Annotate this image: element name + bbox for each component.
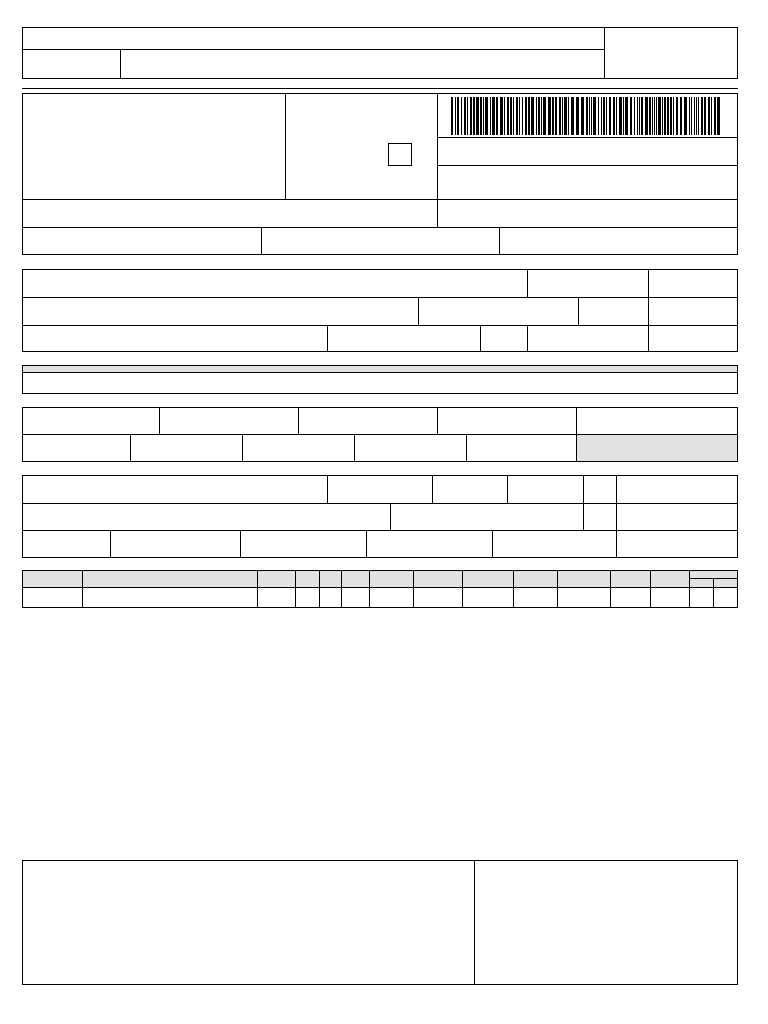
barcode-bar <box>480 97 482 135</box>
antt-field <box>432 475 507 503</box>
protocol-field <box>437 165 738 199</box>
barcode-bar <box>601 97 602 135</box>
barcode-bar <box>641 97 643 135</box>
barcode-bar <box>461 97 462 135</box>
items-header-cell <box>413 570 462 587</box>
tax-cell <box>298 407 437 434</box>
items-header-cell <box>319 570 341 587</box>
table-cell <box>295 587 319 608</box>
barcode-bar <box>464 97 466 135</box>
recipient-ie-field <box>527 325 648 352</box>
cut-line <box>22 88 738 89</box>
barcode-bar <box>490 97 491 135</box>
barcode-bar <box>717 97 720 135</box>
barcode-bar <box>541 97 542 135</box>
table-cell <box>513 587 557 608</box>
barcode-bar <box>658 97 661 135</box>
exit-date-field <box>648 297 738 325</box>
recipient-uf-field <box>480 325 527 352</box>
barcode-bar <box>654 97 655 135</box>
barcode-bar <box>485 97 488 135</box>
barcode-bar <box>528 97 530 135</box>
items-header-cell <box>513 570 557 587</box>
freight-field <box>327 475 432 503</box>
tax-cell <box>437 407 576 434</box>
barcode-bar <box>470 97 472 135</box>
volume-number-field <box>366 530 492 558</box>
barcode-bar <box>619 97 622 135</box>
items-header-cell <box>82 570 257 587</box>
barcode-icon <box>451 97 723 135</box>
barcode-bar <box>652 97 653 135</box>
barcode-bar <box>623 97 624 135</box>
issuer-identification <box>22 93 285 199</box>
table-cell <box>22 587 82 608</box>
barcode-bar <box>591 97 592 135</box>
receipt-date-field <box>22 49 120 79</box>
barcode-bar <box>603 97 605 135</box>
operation-nature-field <box>22 199 437 227</box>
table-cell <box>689 587 713 608</box>
table-cell <box>319 587 341 608</box>
barcode-bar <box>455 97 456 135</box>
barcode-bar <box>670 97 672 135</box>
barcode-bar <box>500 97 503 135</box>
receipt-signature-field <box>120 49 604 79</box>
table-cell <box>413 587 462 608</box>
table-cell <box>610 587 650 608</box>
barcode-bar <box>634 97 635 135</box>
document-title-field <box>285 93 437 199</box>
barcode-bar <box>714 97 716 135</box>
items-header-cell <box>462 570 513 587</box>
barcode-bar <box>525 97 527 135</box>
carrier-cnpj-field <box>616 475 738 503</box>
barcode-bar <box>538 97 540 135</box>
total-cell <box>576 434 738 462</box>
barcode-bar <box>698 97 699 135</box>
barcode-bar <box>593 97 596 135</box>
carrier-uf-field <box>583 503 616 530</box>
barcode-bar <box>531 97 534 135</box>
barcode-bar <box>576 97 579 135</box>
items-header-cell <box>713 570 738 587</box>
recipient-address-field <box>22 297 418 325</box>
tax-cell <box>242 434 354 462</box>
tax-cell <box>466 434 576 462</box>
barcode-bar <box>483 97 484 135</box>
barcode-bar <box>645 97 648 135</box>
barcode-bar <box>613 97 615 135</box>
issue-date-field <box>648 269 738 297</box>
barcode-bar <box>581 97 584 135</box>
barcode-bar <box>662 97 663 135</box>
volume-qty-field <box>22 530 110 558</box>
carrier-address-field <box>22 503 390 530</box>
barcode-bar <box>673 97 674 135</box>
plate-uf-field <box>583 475 616 503</box>
recipient-phone-field <box>327 325 480 352</box>
reserved-field <box>474 860 738 985</box>
barcode-bar <box>451 97 453 135</box>
barcode-bar <box>504 97 505 135</box>
items-header-cell <box>689 570 713 587</box>
barcode-bar <box>708 97 710 135</box>
table-cell <box>650 587 689 608</box>
entry-exit-checkbox <box>388 143 412 166</box>
items-header-cell <box>650 570 689 587</box>
barcode-bar <box>467 97 468 135</box>
receipt-number-field <box>604 27 738 79</box>
barcode-bar <box>649 97 651 135</box>
volume-species-field <box>110 530 240 558</box>
barcode-bar <box>711 97 712 135</box>
barcode-bar <box>606 97 607 135</box>
recipient-cnpj-field <box>527 269 648 297</box>
barcode-bar <box>694 97 695 135</box>
items-header-cell <box>22 570 82 587</box>
volume-brand-field <box>240 530 366 558</box>
barcode-bar <box>564 97 567 135</box>
recipient-city-field <box>22 325 327 352</box>
barcode-bar <box>639 97 640 135</box>
state-registration-field <box>22 227 261 255</box>
barcode-bar <box>680 97 682 135</box>
barcode-bar <box>555 97 557 135</box>
invoice-details-field <box>22 372 738 394</box>
items-header-cell <box>557 570 610 587</box>
barcode-bar <box>562 97 563 135</box>
authorization-field <box>437 199 738 227</box>
table-cell <box>82 587 257 608</box>
barcode-bar <box>625 97 628 135</box>
barcode-bar <box>548 97 551 135</box>
barcode-bar <box>656 97 657 135</box>
table-cell <box>341 587 369 608</box>
recipient-zip-field <box>578 297 648 325</box>
barcode-bar <box>519 97 520 135</box>
table-cell <box>462 587 513 608</box>
items-header-cell <box>257 570 295 587</box>
recipient-district-field <box>418 297 578 325</box>
barcode-bar <box>609 97 611 135</box>
carrier-name-field <box>22 475 327 503</box>
barcode-bar <box>691 97 692 135</box>
barcode-bar <box>689 97 690 135</box>
access-key-field <box>437 137 738 165</box>
barcode-bar <box>589 97 590 135</box>
barcode-bar <box>637 97 638 135</box>
items-header-cell <box>341 570 369 587</box>
carrier-city-field <box>390 503 583 530</box>
barcode-bar <box>522 97 523 135</box>
barcode-bar <box>568 97 569 135</box>
tax-cell <box>354 434 466 462</box>
barcode-bar <box>630 97 632 135</box>
items-header-cell <box>610 570 650 587</box>
barcode-bar <box>457 97 459 135</box>
barcode-bar <box>571 97 574 135</box>
barcode-bar <box>476 97 479 135</box>
tax-cell <box>130 434 242 462</box>
barcode-bar <box>510 97 512 135</box>
barcode-bar <box>507 97 509 135</box>
table-cell <box>257 587 295 608</box>
barcode-bar <box>559 97 561 135</box>
barcode-bar <box>473 97 475 135</box>
plate-field <box>507 475 583 503</box>
barcode-bar <box>684 97 687 135</box>
barcode-bar <box>492 97 495 135</box>
table-cell <box>369 587 413 608</box>
barcode-bar <box>704 97 706 135</box>
barcode-bar <box>598 97 599 135</box>
recipient-name-field <box>22 269 527 297</box>
tax-cell <box>576 407 738 434</box>
table-cell <box>557 587 610 608</box>
receipt-text-field <box>22 27 604 49</box>
barcode-bar <box>543 97 546 135</box>
tax-cell <box>22 407 159 434</box>
tax-cell <box>159 407 298 434</box>
barcode-bar <box>536 97 537 135</box>
additional-info-field <box>22 860 474 985</box>
gross-weight-field <box>492 530 616 558</box>
barcode-bar <box>701 97 703 135</box>
barcode-bar <box>696 97 697 135</box>
barcode-bar <box>516 97 518 135</box>
barcode-bar <box>616 97 617 135</box>
carrier-ie-field <box>616 503 738 530</box>
barcode-bar <box>496 97 498 135</box>
barcode-bar <box>586 97 588 135</box>
barcode-bar <box>676 97 678 135</box>
items-header-cell <box>369 570 413 587</box>
exit-time-field <box>648 325 738 352</box>
items-header-cell <box>295 570 319 587</box>
cnpj-field <box>499 227 738 255</box>
tax-cell <box>22 434 130 462</box>
table-cell <box>713 587 738 608</box>
barcode-bar <box>513 97 514 135</box>
barcode-bar <box>667 97 669 135</box>
substitute-registration-field <box>261 227 499 255</box>
net-weight-field <box>616 530 738 558</box>
barcode-bar <box>664 97 666 135</box>
barcode-bar <box>552 97 554 135</box>
